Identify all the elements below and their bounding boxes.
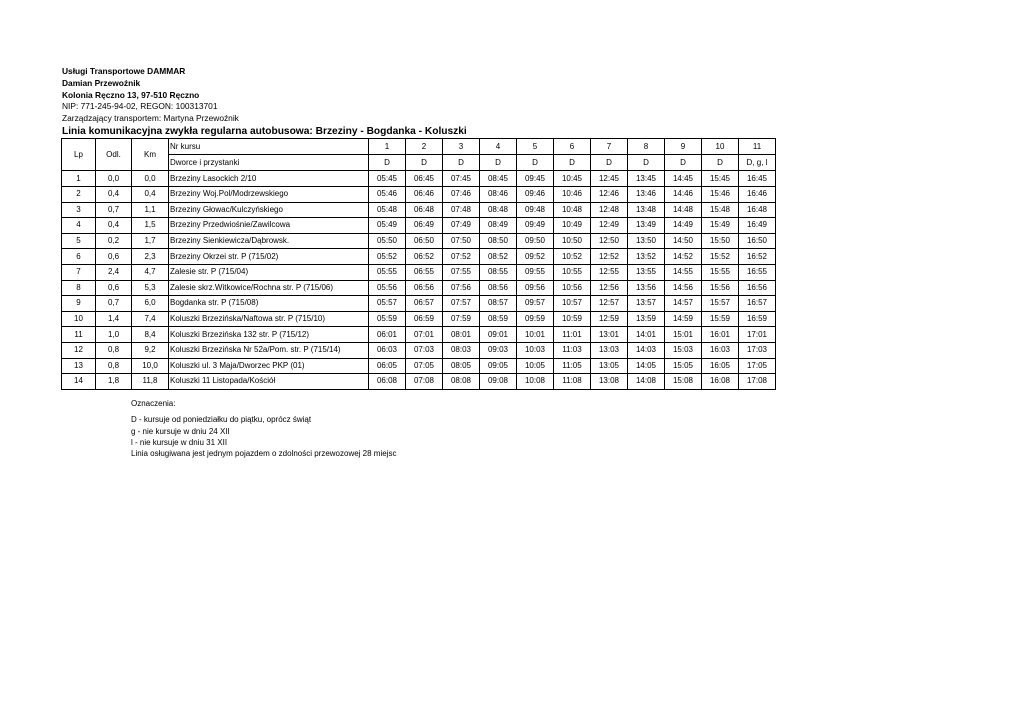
- departure-time-cell: 11:05: [554, 358, 591, 374]
- stop-name-cell: Koluszki 11 Listopada/Kościół: [169, 374, 369, 390]
- distance-cell: 1,0: [96, 327, 132, 343]
- departure-time-cell: 09:03: [480, 342, 517, 358]
- departure-time-cell: 12:46: [591, 186, 628, 202]
- departure-time-cell: 07:03: [406, 342, 443, 358]
- departure-time-cell: 06:48: [406, 202, 443, 218]
- departure-time-cell: 05:52: [369, 249, 406, 265]
- legend-item: g - nie kursuje w dniu 24 XII: [131, 426, 230, 436]
- table-row: [62, 233, 776, 249]
- lp-cell: 13: [62, 358, 96, 374]
- stop-name-cell: Brzeziny Sienkiewicza/Dąbrowsk.: [169, 233, 369, 249]
- departure-time-cell: 05:49: [369, 218, 406, 234]
- departure-time-cell: 10:05: [517, 358, 554, 374]
- departure-time-cell: 09:50: [517, 233, 554, 249]
- stop-name-cell: Brzeziny Okrzei str. P (715/02): [169, 249, 369, 265]
- departure-time-cell: 15:57: [702, 296, 739, 312]
- departure-time-cell: 16:57: [739, 296, 776, 312]
- departure-time-cell: 10:57: [554, 296, 591, 312]
- departure-time-cell: 06:08: [369, 374, 406, 390]
- km-cell: 8,4: [132, 327, 169, 343]
- course-mark: D: [628, 155, 665, 171]
- departure-time-cell: 13:49: [628, 218, 665, 234]
- departure-time-cell: 16:48: [739, 202, 776, 218]
- departure-time-cell: 08:50: [480, 233, 517, 249]
- lp-cell: 8: [62, 280, 96, 296]
- stop-name-cell: Brzeziny Przedwiośnie/Zawilcowa: [169, 218, 369, 234]
- departure-time-cell: 06:59: [406, 311, 443, 327]
- departure-time-cell: 11:08: [554, 374, 591, 390]
- table-row: [62, 311, 776, 327]
- departure-time-cell: 13:46: [628, 186, 665, 202]
- departure-time-cell: 15:08: [665, 374, 702, 390]
- departure-time-cell: 06:55: [406, 264, 443, 280]
- departure-time-cell: 14:55: [665, 264, 702, 280]
- departure-time-cell: 10:50: [554, 233, 591, 249]
- departure-time-cell: 16:45: [739, 171, 776, 187]
- company-manager: Zarządzający transportem: Martyna Przewoźnik: [62, 113, 239, 124]
- departure-time-cell: 08:08: [443, 374, 480, 390]
- km-cell: 9,2: [132, 342, 169, 358]
- departure-time-cell: 05:50: [369, 233, 406, 249]
- departure-time-cell: 15:50: [702, 233, 739, 249]
- departure-time-cell: 05:55: [369, 264, 406, 280]
- departure-time-cell: 11:01: [554, 327, 591, 343]
- departure-time-cell: 10:52: [554, 249, 591, 265]
- departure-time-cell: 07:49: [443, 218, 480, 234]
- departure-time-cell: 12:56: [591, 280, 628, 296]
- departure-time-cell: 09:46: [517, 186, 554, 202]
- departure-time-cell: 13:56: [628, 280, 665, 296]
- departure-time-cell: 12:59: [591, 311, 628, 327]
- distance-cell: 1,8: [96, 374, 132, 390]
- departure-time-cell: 13:45: [628, 171, 665, 187]
- departure-time-cell: 05:48: [369, 202, 406, 218]
- departure-time-cell: 07:52: [443, 249, 480, 265]
- departure-time-cell: 09:05: [480, 358, 517, 374]
- departure-time-cell: 10:03: [517, 342, 554, 358]
- legend-item: l - nie kursuje w dniu 31 XII: [131, 437, 228, 447]
- departure-time-cell: 11:03: [554, 342, 591, 358]
- stop-name-cell: Koluszki Brzezińska Nr 52a/Pom. str. P (715/14): [169, 342, 369, 358]
- legend: [131, 398, 396, 459]
- departure-time-cell: 16:55: [739, 264, 776, 280]
- departure-time-cell: 07:45: [443, 171, 480, 187]
- departure-time-cell: 13:57: [628, 296, 665, 312]
- departure-time-cell: 16:05: [702, 358, 739, 374]
- departure-time-cell: 07:59: [443, 311, 480, 327]
- departure-time-cell: 06:57: [406, 296, 443, 312]
- departure-time-cell: 09:52: [517, 249, 554, 265]
- departure-time-cell: 14:56: [665, 280, 702, 296]
- departure-time-cell: 10:49: [554, 218, 591, 234]
- departure-time-cell: 15:52: [702, 249, 739, 265]
- departure-time-cell: 06:52: [406, 249, 443, 265]
- departure-time-cell: 08:05: [443, 358, 480, 374]
- stop-name-cell: Zalesie skrz.Witkowice/Rochna str. P (715/06): [169, 280, 369, 296]
- lp-cell: 12: [62, 342, 96, 358]
- departure-time-cell: 08:59: [480, 311, 517, 327]
- departure-time-cell: 06:49: [406, 218, 443, 234]
- departure-time-cell: 06:46: [406, 186, 443, 202]
- header-course-no: Nr kursu: [169, 139, 369, 155]
- company-ids: NIP: 771-245-94-02, REGON: 100313701: [62, 101, 218, 112]
- departure-time-cell: 15:45: [702, 171, 739, 187]
- course-number: 8: [628, 139, 665, 155]
- distance-cell: 2,4: [96, 264, 132, 280]
- departure-time-cell: 06:01: [369, 327, 406, 343]
- distance-cell: 0,8: [96, 358, 132, 374]
- distance-cell: 0,7: [96, 202, 132, 218]
- departure-time-cell: 15:05: [665, 358, 702, 374]
- course-number: 2: [406, 139, 443, 155]
- stop-name-cell: Bogdanka str. P (715/08): [169, 296, 369, 312]
- lp-cell: 5: [62, 233, 96, 249]
- departure-time-cell: 14:45: [665, 171, 702, 187]
- departure-time-cell: 05:59: [369, 311, 406, 327]
- table-row: [62, 296, 776, 312]
- lp-cell: 7: [62, 264, 96, 280]
- distance-cell: 0,8: [96, 342, 132, 358]
- departure-time-cell: 07:05: [406, 358, 443, 374]
- departure-time-cell: 13:48: [628, 202, 665, 218]
- distance-cell: 0,6: [96, 249, 132, 265]
- departure-time-cell: 16:52: [739, 249, 776, 265]
- course-mark: D: [369, 155, 406, 171]
- departure-time-cell: 14:01: [628, 327, 665, 343]
- lp-cell: 6: [62, 249, 96, 265]
- departure-time-cell: 08:45: [480, 171, 517, 187]
- departure-time-cell: 07:57: [443, 296, 480, 312]
- departure-time-cell: 15:56: [702, 280, 739, 296]
- departure-time-cell: 05:57: [369, 296, 406, 312]
- departure-time-cell: 06:50: [406, 233, 443, 249]
- stop-name-cell: Koluszki Brzezińska 132 str. P (715/12): [169, 327, 369, 343]
- departure-time-cell: 17:08: [739, 374, 776, 390]
- departure-time-cell: 14:08: [628, 374, 665, 390]
- distance-cell: 0,6: [96, 280, 132, 296]
- departure-time-cell: 08:57: [480, 296, 517, 312]
- departure-time-cell: 07:55: [443, 264, 480, 280]
- departure-time-cell: 06:03: [369, 342, 406, 358]
- stop-name-cell: Koluszki Brzezińska/Naftowa str. P (715/10): [169, 311, 369, 327]
- departure-time-cell: 16:01: [702, 327, 739, 343]
- departure-time-cell: 12:45: [591, 171, 628, 187]
- departure-time-cell: 10:08: [517, 374, 554, 390]
- departure-time-cell: 05:56: [369, 280, 406, 296]
- stop-name-cell: Brzeziny Lasockich 2/10: [169, 171, 369, 187]
- table-row: [62, 342, 776, 358]
- header-row-course-numbers: [62, 139, 776, 155]
- departure-time-cell: 10:48: [554, 202, 591, 218]
- course-number: 3: [443, 139, 480, 155]
- legend-item: Linia osługiwana jest jednym pojazdem o zdolności przewozowej 28 miejsc: [131, 449, 397, 459]
- course-mark: D: [591, 155, 628, 171]
- departure-time-cell: 08:01: [443, 327, 480, 343]
- lp-cell: 3: [62, 202, 96, 218]
- departure-time-cell: 09:56: [517, 280, 554, 296]
- course-mark: D: [554, 155, 591, 171]
- km-cell: 11,8: [132, 374, 169, 390]
- km-cell: 1,1: [132, 202, 169, 218]
- departure-time-cell: 17:01: [739, 327, 776, 343]
- km-cell: 10,0: [132, 358, 169, 374]
- departure-time-cell: 13:05: [591, 358, 628, 374]
- departure-time-cell: 08:03: [443, 342, 480, 358]
- departure-time-cell: 10:46: [554, 186, 591, 202]
- table-row: [62, 218, 776, 234]
- departure-time-cell: 15:59: [702, 311, 739, 327]
- departure-time-cell: 05:46: [369, 186, 406, 202]
- km-cell: 0,0: [132, 171, 169, 187]
- stop-name-cell: Brzeziny Głowac/Kulczyńskiego: [169, 202, 369, 218]
- table-row: [62, 374, 776, 390]
- departure-time-cell: 10:56: [554, 280, 591, 296]
- departure-time-cell: 06:45: [406, 171, 443, 187]
- lp-cell: 2: [62, 186, 96, 202]
- departure-time-cell: 16:03: [702, 342, 739, 358]
- table-row: [62, 264, 776, 280]
- departure-time-cell: 14:49: [665, 218, 702, 234]
- departure-time-cell: 14:50: [665, 233, 702, 249]
- departure-time-cell: 16:49: [739, 218, 776, 234]
- departure-time-cell: 14:46: [665, 186, 702, 202]
- departure-time-cell: 07:46: [443, 186, 480, 202]
- stop-name-cell: Zalesie str. P (715/04): [169, 264, 369, 280]
- departure-time-cell: 13:08: [591, 374, 628, 390]
- departure-time-cell: 14:05: [628, 358, 665, 374]
- departure-time-cell: 17:05: [739, 358, 776, 374]
- route-title: Linia komunikacyjna zwykła regularna autobusowa: Brzeziny - Bogdanka - Koluszki: [62, 126, 467, 137]
- departure-time-cell: 15:46: [702, 186, 739, 202]
- departure-time-cell: 13:03: [591, 342, 628, 358]
- departure-time-cell: 09:57: [517, 296, 554, 312]
- departure-time-cell: 14:03: [628, 342, 665, 358]
- distance-cell: 1,4: [96, 311, 132, 327]
- departure-time-cell: 08:56: [480, 280, 517, 296]
- km-cell: 1,7: [132, 233, 169, 249]
- departure-time-cell: 15:48: [702, 202, 739, 218]
- departure-time-cell: 09:45: [517, 171, 554, 187]
- departure-time-cell: 08:49: [480, 218, 517, 234]
- stop-name-cell: Brzeziny Woj.Pol/Modrzewskiego: [169, 186, 369, 202]
- departure-time-cell: 07:50: [443, 233, 480, 249]
- lp-cell: 9: [62, 296, 96, 312]
- departure-time-cell: 13:55: [628, 264, 665, 280]
- company-owner: Damian Przewoźnik: [62, 77, 141, 88]
- header-lp: Lp: [62, 139, 96, 171]
- departure-time-cell: 10:59: [554, 311, 591, 327]
- distance-cell: 0,0: [96, 171, 132, 187]
- departure-time-cell: 06:05: [369, 358, 406, 374]
- departure-time-cell: 08:55: [480, 264, 517, 280]
- departure-time-cell: 09:01: [480, 327, 517, 343]
- departure-time-cell: 07:48: [443, 202, 480, 218]
- course-mark: D: [517, 155, 554, 171]
- km-cell: 0,4: [132, 186, 169, 202]
- departure-time-cell: 13:50: [628, 233, 665, 249]
- departure-time-cell: 09:49: [517, 218, 554, 234]
- departure-time-cell: 12:50: [591, 233, 628, 249]
- course-number: 10: [702, 139, 739, 155]
- course-number: 1: [369, 139, 406, 155]
- header-stops: Dworce i przystanki: [169, 155, 369, 171]
- km-cell: 5,3: [132, 280, 169, 296]
- departure-time-cell: 06:56: [406, 280, 443, 296]
- departure-time-cell: 15:49: [702, 218, 739, 234]
- legend-title: Oznaczenia:: [131, 399, 176, 408]
- departure-time-cell: 14:48: [665, 202, 702, 218]
- departure-time-cell: 13:52: [628, 249, 665, 265]
- departure-time-cell: 12:49: [591, 218, 628, 234]
- course-number: 11: [739, 139, 776, 155]
- timetable: [61, 138, 776, 390]
- departure-time-cell: 09:55: [517, 264, 554, 280]
- departure-time-cell: 07:01: [406, 327, 443, 343]
- departure-time-cell: 13:59: [628, 311, 665, 327]
- departure-time-cell: 12:57: [591, 296, 628, 312]
- km-cell: 1,5: [132, 218, 169, 234]
- departure-time-cell: 09:48: [517, 202, 554, 218]
- km-cell: 2,3: [132, 249, 169, 265]
- departure-time-cell: 16:46: [739, 186, 776, 202]
- distance-cell: 0,4: [96, 218, 132, 234]
- departure-time-cell: 09:08: [480, 374, 517, 390]
- departure-time-cell: 16:59: [739, 311, 776, 327]
- distance-cell: 0,7: [96, 296, 132, 312]
- company-address: Kolonia Ręczno 13, 97-510 Ręczno: [62, 89, 200, 100]
- table-row: [62, 202, 776, 218]
- departure-time-cell: 14:59: [665, 311, 702, 327]
- table-row: [62, 249, 776, 265]
- course-mark: D, g, l: [739, 155, 776, 171]
- departure-time-cell: 15:55: [702, 264, 739, 280]
- company-header: [62, 66, 239, 125]
- distance-cell: 0,4: [96, 186, 132, 202]
- lp-cell: 14: [62, 374, 96, 390]
- departure-time-cell: 07:56: [443, 280, 480, 296]
- course-mark: D: [406, 155, 443, 171]
- km-cell: 7,4: [132, 311, 169, 327]
- departure-time-cell: 16:56: [739, 280, 776, 296]
- departure-time-cell: 15:03: [665, 342, 702, 358]
- km-cell: 4,7: [132, 264, 169, 280]
- departure-time-cell: 10:45: [554, 171, 591, 187]
- table-row: [62, 327, 776, 343]
- course-mark: D: [480, 155, 517, 171]
- departure-time-cell: 12:48: [591, 202, 628, 218]
- departure-time-cell: 07:08: [406, 374, 443, 390]
- departure-time-cell: 10:01: [517, 327, 554, 343]
- company-name: Usługi Transportowe DAMMAR: [62, 66, 186, 76]
- departure-time-cell: 08:52: [480, 249, 517, 265]
- header-odl: Odl.: [96, 139, 132, 171]
- departure-time-cell: 12:52: [591, 249, 628, 265]
- table-row: [62, 358, 776, 374]
- course-mark: D: [443, 155, 480, 171]
- course-mark: D: [702, 155, 739, 171]
- departure-time-cell: 14:57: [665, 296, 702, 312]
- course-number: 9: [665, 139, 702, 155]
- departure-time-cell: 16:08: [702, 374, 739, 390]
- departure-time-cell: 10:55: [554, 264, 591, 280]
- departure-time-cell: 09:59: [517, 311, 554, 327]
- departure-time-cell: 08:46: [480, 186, 517, 202]
- table-row: [62, 280, 776, 296]
- course-number: 6: [554, 139, 591, 155]
- departure-time-cell: 08:48: [480, 202, 517, 218]
- lp-cell: 4: [62, 218, 96, 234]
- km-cell: 6,0: [132, 296, 169, 312]
- header-km: Km: [132, 139, 169, 171]
- table-row: [62, 171, 776, 187]
- lp-cell: 1: [62, 171, 96, 187]
- course-mark: D: [665, 155, 702, 171]
- departure-time-cell: 16:50: [739, 233, 776, 249]
- header-row-course-marks: [62, 155, 776, 171]
- departure-time-cell: 17:03: [739, 342, 776, 358]
- departure-time-cell: 14:52: [665, 249, 702, 265]
- course-number: 4: [480, 139, 517, 155]
- course-number: 5: [517, 139, 554, 155]
- course-number: 7: [591, 139, 628, 155]
- table-row: [62, 186, 776, 202]
- departure-time-cell: 15:01: [665, 327, 702, 343]
- lp-cell: 10: [62, 311, 96, 327]
- distance-cell: 0,2: [96, 233, 132, 249]
- departure-time-cell: 12:55: [591, 264, 628, 280]
- departure-time-cell: 13:01: [591, 327, 628, 343]
- lp-cell: 11: [62, 327, 96, 343]
- departure-time-cell: 05:45: [369, 171, 406, 187]
- legend-item: D - kursuje od poniedziałku do piątku, oprócz świąt: [131, 415, 312, 425]
- stop-name-cell: Koluszki ul. 3 Maja/Dworzec PKP (01): [169, 358, 369, 374]
